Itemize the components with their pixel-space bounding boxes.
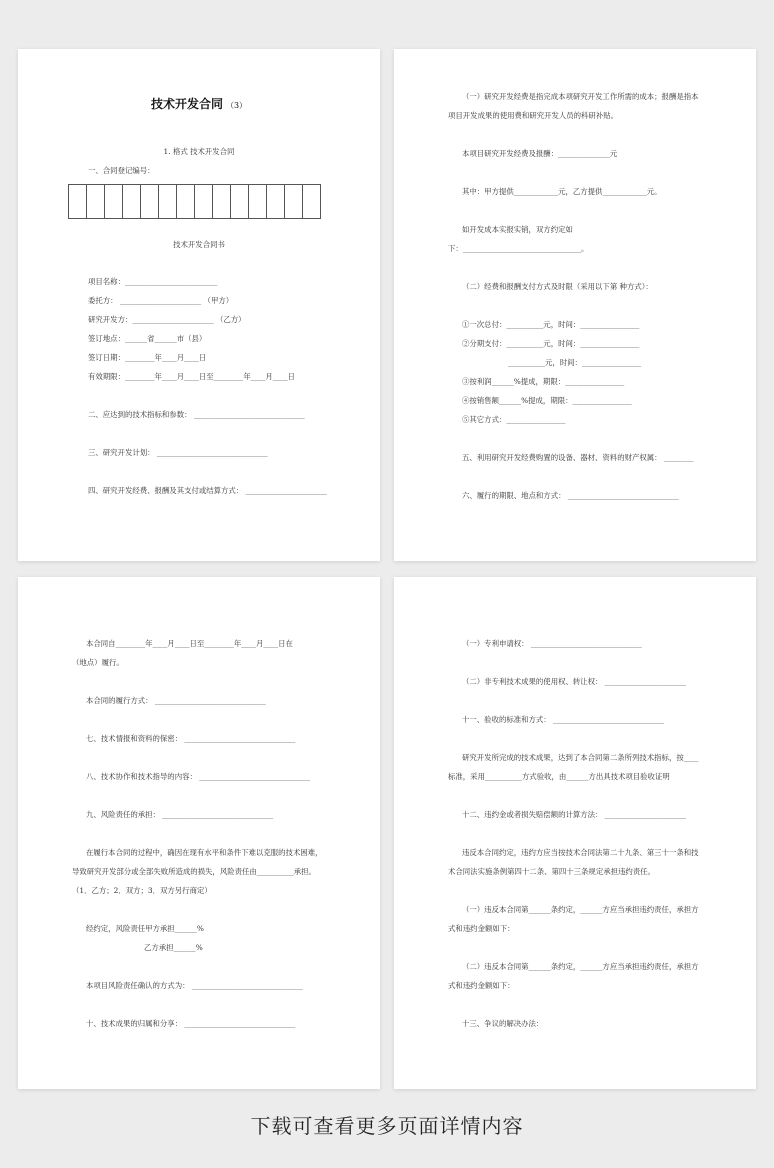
p3-line-5: 八、技术协作和技术指导的内容： ______________________________	[86, 772, 311, 781]
p2-line-10: __________元，时间：________________	[508, 358, 642, 367]
p4-line-6: 十二、违约金或者损失赔偿额的计算方法： ______________________	[462, 810, 687, 819]
p3-line-7: 在履行本合同的过程中，确因在现有水平和条件下难以克服的技术困难，	[86, 848, 323, 857]
p3-line-4: 七、技术情报和资料的保密： ______________________________	[86, 734, 296, 743]
signing-place-line: 签订地点：______省______市（县）	[88, 334, 207, 343]
p2-line-2: 项目开发成果的使用费和研究开发人员的科研补贴。	[448, 111, 618, 120]
p4-line-5: 标准，采用__________方式验收，由______方出具技术项目验收证明	[448, 772, 670, 781]
registration-number-grid	[68, 184, 321, 219]
p4-line-8: 术合同法实施条例第四十二条、第四十三条规定承担违约责任。	[448, 867, 655, 876]
p4-line-11: （二）违反本合同第______条约定，______方应当承担违约责任，承担方	[462, 962, 699, 971]
signing-date-line: 签订日期：________年____月____日	[88, 353, 207, 362]
p3-line-12: 本项目风险责任确认的方式为： ______________________________	[86, 981, 303, 990]
p3-line-13: 十、技术成果的归属和分享： ______________________________	[86, 1019, 296, 1028]
format-heading: 1. 格式 技术开发合同	[163, 147, 235, 156]
p4-line-1: （一）专利申请权： ______________________________	[462, 639, 642, 648]
contract-title: 技术开发合同 （3）	[150, 97, 248, 111]
project-name-line: 项目名称：_________________________	[88, 277, 218, 286]
p3-line-3: 本合同的履行方式： ______________________________	[86, 696, 266, 705]
p2-line-6: 下：________________________________。	[448, 244, 589, 253]
p2-line-15: 六、履行的期限、地点和方式： ______________________________	[462, 491, 679, 500]
p4-line-12: 式和违约金额如下：	[448, 981, 515, 990]
p3-line-2: （地点）履行。	[72, 658, 124, 667]
contract-book-heading: 技术开发合同书	[173, 240, 225, 249]
p3-line-10: 经约定，风险责任甲方承担______%	[86, 924, 204, 933]
client-line: 委托方： ______________________ （甲方）	[88, 296, 234, 305]
p3-line-8: 导致研究开发部分或全部失败所造成的损失，风险责任由__________承担。	[72, 867, 316, 876]
section-3-line: 三、研究开发计划： ______________________________	[88, 448, 268, 457]
p3-line-11: 乙方承担______%	[144, 943, 203, 952]
p2-line-4: 其中：甲方提供____________元，乙方提供____________元。	[462, 187, 662, 196]
p4-line-13: 十三、争议的解决办法：	[462, 1019, 544, 1028]
section-4-line: 四、研究开发经费、报酬及其支付或结算方式： ______________________	[88, 486, 327, 495]
p2-line-3: 本项目研究开发经费及报酬：______________元	[462, 149, 618, 158]
p2-line-9: ②分期支付：__________元，时间：________________	[462, 339, 640, 348]
document-page-1	[18, 49, 380, 561]
p2-line-11: ③按利润______%提成，期限：________________	[462, 377, 625, 386]
p2-line-1: （一）研究开发经费是指完成本项研究开发工作所需的成本；报酬是指本	[462, 92, 699, 101]
p2-line-12: ④按销售额______%提成，期限：________________	[462, 396, 632, 405]
p2-line-14: 五、利用研究开发经费购置的设备、器材、资料的财产权属： ________	[462, 453, 694, 462]
download-caption: 下载可查看更多页面详情内容	[250, 1114, 524, 1138]
document-page-4	[394, 577, 756, 1089]
validity-line: 有效期限：________年____月____日至________年____月____日	[88, 372, 295, 381]
p3-line-9: （1．乙方；2．双方；3．双方另行商定）	[72, 886, 212, 895]
p3-line-6: 九、风险责任的承担： ______________________________	[86, 810, 274, 819]
p4-line-9: （一）违反本合同第______条约定，______方应当承担违约责任，承担方	[462, 905, 699, 914]
developer-line: 研究开发方：______________________ （乙方）	[88, 315, 246, 324]
p4-line-4: 研究开发所完成的技术成果，达到了本合同第二条所列技术指标，按____	[462, 753, 699, 762]
registration-number-label: 一、合同登记编号：	[88, 166, 155, 175]
p2-line-13: ⑤其它方式：________________	[462, 415, 566, 424]
p4-line-7: 违反本合同约定，违约方应当按技术合同法第二十九条、第三十一条和技	[462, 848, 699, 857]
p2-line-5: 如开发成本实报实销，双方约定如	[462, 225, 573, 234]
p3-line-1: 本合同自________年____月____日至________年____月____日在	[86, 639, 293, 648]
p4-line-3: 十一、验收的标准和方式： ______________________________	[462, 715, 664, 724]
p4-line-2: （二）非专利技术成果的使用权、转让权： ______________________	[462, 677, 687, 686]
section-2-line: 二、应达到的技术指标和参数： ______________________________	[88, 410, 305, 419]
document-page-2	[394, 49, 756, 561]
p2-line-8: ①一次总付：__________元，时间：________________	[462, 320, 640, 329]
p2-line-7: （二）经费和报酬支付方式及时限（采用以下第 种方式）：	[462, 282, 653, 291]
p4-line-10: 式和违约金额如下：	[448, 924, 515, 933]
document-page-3	[18, 577, 380, 1089]
